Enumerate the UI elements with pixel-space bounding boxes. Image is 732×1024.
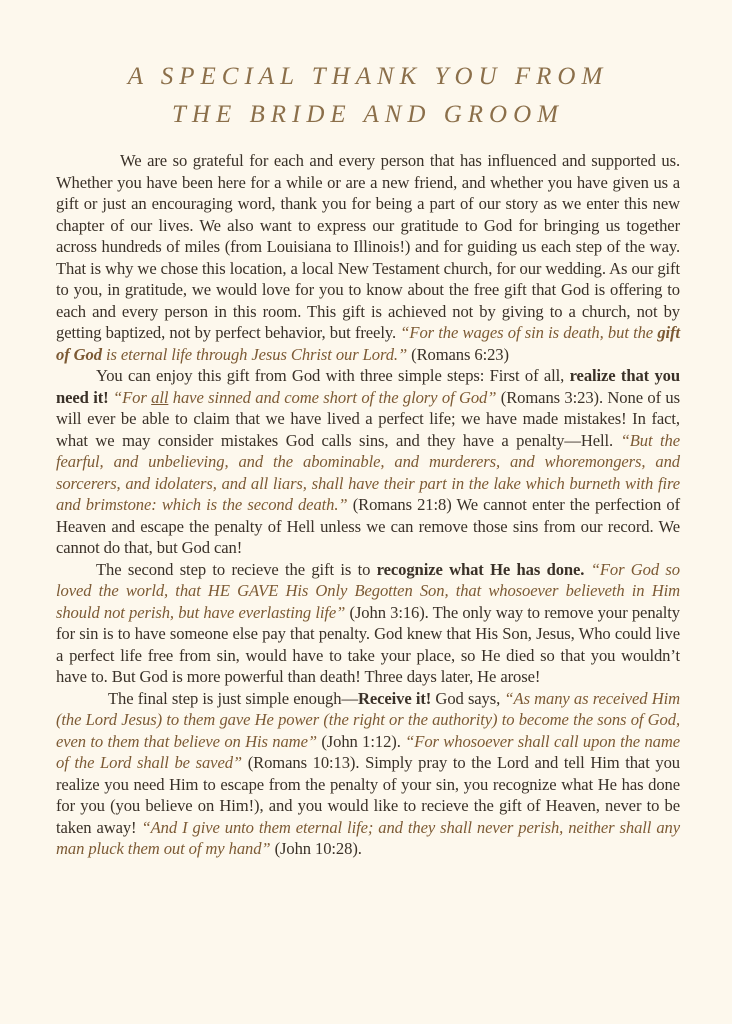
p4-intro: The final step is just simple enough— <box>108 688 358 708</box>
letter-body <box>56 150 680 860</box>
p2-verse1-b: have sinned and come short of the glory of God” <box>168 387 497 407</box>
title-line-1: A SPECIAL THANK YOU FROM <box>127 63 609 90</box>
p4-step: Receive it! <box>357 688 432 708</box>
p2-verse1-underline: all <box>151 387 169 407</box>
p3-rest: (John 3:16). The only way to remove your penalty for sin is to have someone else pay that penalty. God knew that His Son, Jesus, Who could live a perfect life free from sin, would have to take your place, so He died so that you wouldn’t have to. But God is more powerful than death! Three days later, He arose! <box>56 602 680 686</box>
p1-verse-b: is eternal life through Jesus Christ our Lord.” <box>101 344 408 364</box>
p2-intro: You can enjoy this gift from God with three simple steps: First of all, <box>96 366 570 385</box>
p2-ref1: (Romans 3:23). None of us will ever be able to claim that we have lived a perfect life; we have made mistakes! In fact, what we may consider mistakes God calls sins, and they have a penalty—Hell. <box>56 387 680 450</box>
p3-verse: “For God so loved the world, that HE GAVE His Only Begotten Son, that whosoever believeth in Him should not perish, but have everlasting life” <box>56 559 680 622</box>
p4-says: God says, <box>431 688 505 708</box>
paragraph-gratitude <box>56 150 680 365</box>
p4-verse1: “As many as received Him (the Lord Jesus) to them gave He power (the right or the authority) to become the sons of God, even to them that believe on His name” <box>56 688 680 751</box>
paragraph-step-three <box>56 688 680 860</box>
p2-step: realize that you need it! <box>56 366 680 407</box>
p4-mid: (Romans 10:13). Simply pray to the Lord and tell Him that you realize you need Him to escape from the penalty of your sin, you recognize what He has done for you (you believe on Him!), and you would like to recieve the gift of Heaven, never to be taken away! <box>56 753 680 837</box>
p4-verse2: “For whosoever shall call upon the name of the Lord shall be saved” <box>56 731 680 772</box>
p2-rest: (Romans 21:8) We cannot enter the perfection of Heaven and escape the penalty of Hell unless we can remove those sins from our record. We cannot do that, but God can! <box>56 495 680 557</box>
p4-ref1: (John 1:12). <box>316 731 406 751</box>
paragraph-step-two <box>56 559 680 688</box>
p3-step: recognize what He has done. <box>376 559 585 579</box>
title-line-2: THE BRIDE AND GROOM <box>172 101 564 128</box>
p1-verse-bold: gift of God <box>56 323 680 364</box>
p4-verse3: “And I give unto them eternal life; and they shall never perish, neither shall any man pluck them out of my hand” <box>56 817 680 858</box>
p1-verse-a: “For the wages of sin is death, but the <box>400 323 658 342</box>
p1-ref: (Romans 6:23) <box>407 344 509 364</box>
page-title <box>56 58 680 134</box>
p1-text: We are so grateful for each and every person that has influenced and supported us. Whether you have been here for a while or are a new friend, and whether you have given us a gift or just an encouraging word, thank you for being a part of our story as we enter this new chapter of our lives. We also want to express our gratitude to God for bringing us together across hundreds of miles (from Louisiana to Illinois!) and for guiding us each step of the way. That is why we chose this location, a local New Testament church, for our wedding. As our gift to you, in gratitude, we would love for you to know about the free gift that God is offering to each and every person in this room. This gift is achieved not by giving to a church, not by getting baptized, not by perfect behavior, but freely. <box>56 151 680 342</box>
p3-intro: The second step to recieve the gift is to <box>96 559 377 579</box>
p2-verse2: “But the fearful, and unbelieving, and the abominable, and murderers, and whoremongers, and sorcerers, and idolaters, and all liars, shall have their part in the lake which burneth with fire and brimstone: which is the second death.” <box>56 430 680 514</box>
paragraph-step-one <box>56 365 680 559</box>
p2-verse1-a: “For <box>108 387 152 407</box>
p4-ref3: (John 10:28). <box>270 839 362 858</box>
